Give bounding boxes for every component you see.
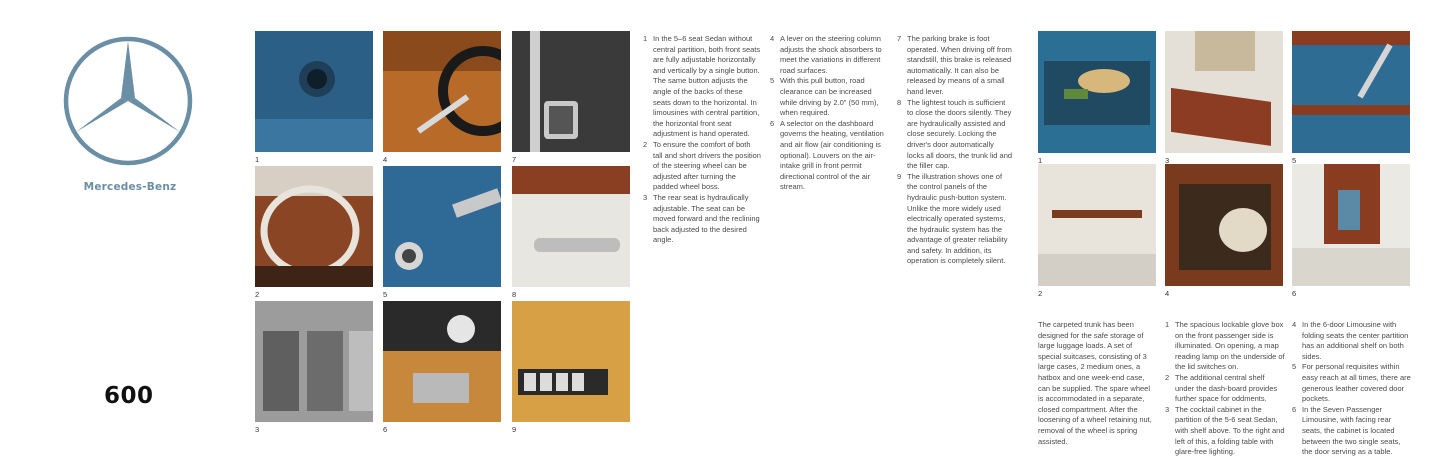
photo-dashboard-selector	[383, 301, 501, 422]
caption-item: 9 The illustration shows one of the control panels of the hydraulic push-button system. Unlike the more widely used electrically operated systems, the hydraulic system has the advantage of greater reliability and safety. In addition, its operation is completely silent.	[897, 171, 1008, 266]
three-pointed-star-icon	[63, 36, 193, 166]
right-text-col-3	[1292, 320, 1412, 458]
photo-number: 2	[1038, 289, 1043, 298]
photo-number: 5	[1292, 156, 1297, 165]
photo-control-panel	[512, 301, 630, 422]
photo-number: 7	[512, 155, 517, 164]
photo-number: 1	[255, 155, 260, 164]
caption-item: 2 The additional central shelf under the dash-board provides further space for oddments.	[1165, 372, 1278, 404]
photo-door-pocket	[1292, 31, 1410, 153]
photo-number: 4	[1165, 289, 1170, 298]
brand-logo	[63, 36, 193, 166]
left-text-col-1	[643, 34, 761, 246]
photo-number: 3	[1165, 156, 1170, 165]
photo-glove-box	[1038, 31, 1156, 153]
caption-item: 8 The lightest touch is sufficient to close the doors silently. They are hydraulically assisted and close securely. Locking the driver's door automatically locks all doors, the trunk lid and the filler cap.	[897, 97, 1013, 171]
photo-seat-button	[255, 31, 373, 152]
photo-rear-seat-controls	[255, 301, 373, 422]
photo-door-handle	[512, 166, 630, 287]
caption-item: 3 The cocktail cabinet in the partition of the 5-6 seat Sedan, with shelf above. To the right and left of this, a folding table with glare-free lighting.	[1165, 404, 1285, 457]
photo-parking-brake	[512, 31, 630, 152]
caption-item: 4 A lever on the steering column adjusts the shock absorbers to meet the variations in different road surfaces.	[770, 34, 882, 75]
caption-item: 7 The parking brake is foot operated. When driving off from standstill, this brake is released automatically. It can also be released by means of a small hand lever.	[897, 34, 1012, 96]
caption-item: 2 To ensure the comfort of both tall and short drivers the position of the steering wheel can be adjusted after turning the padded wheel boss.	[643, 139, 761, 192]
trunk-description: The carpeted trunk has been designed for the safe storage of large luggage loads. A set of special suitcases, consisting of 3 large cases, 2 medium ones, a hatbox and one week-end case, can be supplied. The spare wheel is accommodated in a separate, closed compartment. After the loosening of a wheel retaining nut, removal of the wheel is spring assisted.	[1038, 320, 1152, 446]
right-text-col-1	[1038, 320, 1156, 447]
photo-number: 4	[383, 155, 388, 164]
left-text-col-3	[897, 34, 1013, 267]
photo-steering-wheel	[255, 166, 373, 287]
left-text-col-2	[770, 34, 890, 193]
photo-number: 6	[1292, 289, 1297, 298]
photo-cocktail-cabinet	[1165, 31, 1283, 153]
caption-item: 3 The rear seat is hydraulically adjustable. The seat can be moved forward and the reclining back adjusted to the desired angle.	[643, 192, 760, 245]
caption-item: 4 In the 6-door Limousine with folding seats the center partition has an additional shelf on both sides.	[1292, 320, 1409, 361]
photo-number: 2	[255, 290, 260, 299]
photo-central-shelf	[1038, 164, 1156, 286]
caption-item: 6 A selector on the dashboard governs the heating, ventilation and air flow (air conditioning is optional). Louvers on the air-intake grill in front permit directional control of the air stream.	[770, 118, 884, 192]
photo-number: 8	[512, 290, 517, 299]
photo-steering-lever	[383, 31, 501, 152]
caption-item: 5 With this pull button, road clearance can be increased while driving by 2.0" (50 mm), when required.	[770, 76, 879, 118]
photo-number: 6	[383, 425, 388, 434]
model-number: 600	[104, 383, 154, 409]
photo-pull-button	[383, 166, 501, 287]
caption-item: 1 The spacious lockable glove box on the front passenger side is illuminated. On opening, a map reading lamp on the underside of the lid switches on.	[1165, 320, 1285, 372]
photo-limousine-cabinet	[1292, 164, 1410, 286]
photo-number: 3	[255, 425, 260, 434]
photo-number: 1	[1038, 156, 1043, 165]
brand-name: Mercedes-Benz	[83, 181, 177, 193]
photo-number: 5	[383, 290, 388, 299]
right-text-col-2	[1165, 320, 1285, 458]
photo-number: 9	[512, 425, 517, 434]
caption-item: 5 For personal requisites within easy reach at all times, there are generous leather covered door pockets.	[1292, 362, 1411, 404]
photo-partition-shelf	[1165, 164, 1283, 286]
caption-item: 6 In the Seven Passenger Limousine, with facing rear seats, the cabinet is located between the two single seats, the door serving as a table.	[1292, 404, 1401, 457]
caption-item: 1 In the 5–6 seat Sedan without central partition, both front seats are fully adjustable horizontally and vertically by a single button. The same button adjusts the angle of the backs of these seats down to the horizontal. In limousines with central partition, the horizontal front seat adjustment is hand operated.	[643, 34, 761, 139]
